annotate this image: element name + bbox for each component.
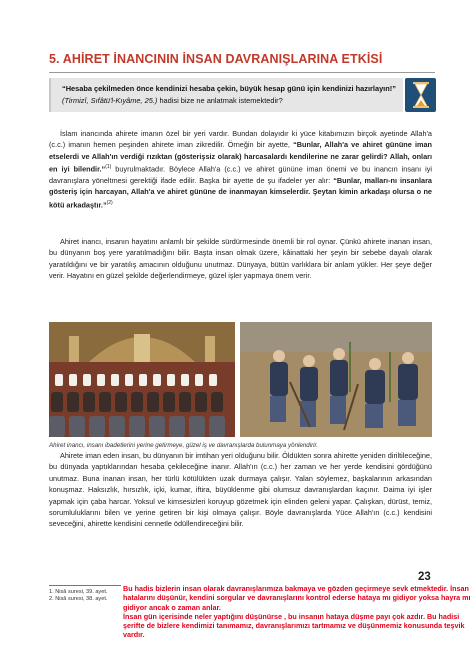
p1-verse-1: “Bunlar, Allah'a ve ahiret gününe iman etselerdi ve Allah'ın verdiği rızıktan (gösterişsiz olarak) harcasalardı kendilerine ne zarar gelirdi? Allah, onları en iyi bilendir.”	[49, 140, 432, 174]
annotation-line-2: İnsan gün içerisinde neler yaptığını düşünürse , bu insanın hataya düşme payı çok azdır. Bu hadisi şerifte de bizlere kendimizi tanımamız, davranışlarımızı tartmamız ve düşünmemiz konusunda teşvik vardır.	[123, 611, 465, 640]
p1-verse-2: “Bunlar, malları-nı insanlara gösteriş için harcayan, Allah'a ve ahiret gününe de inanmayan kimselerdir. Şeytan kimin arkadaşı olursa o ne kötü arkadaştır.”	[49, 176, 432, 210]
p1-middle: buyrulmaktadır. Böylece Allah'a (c.c.) ve ahiret gününe iman önemi ve bu inancın insanı iyi davranışlara yöneltmesi gerektiği ifade edilir. Başka bir ayette de şu ifadeler yer alır:	[49, 164, 432, 186]
heading-rule	[49, 72, 435, 73]
footnote-ref-2: (2)	[106, 199, 113, 206]
footnotes	[49, 589, 107, 604]
footnote-ref-1: (1)	[105, 164, 112, 171]
footnote-rule	[49, 585, 121, 586]
tree-planting-photo	[240, 322, 432, 437]
paragraph-3	[49, 450, 432, 530]
paragraph-2	[49, 236, 432, 282]
p2-text: Ahiret inancı, insanın hayatını anlamlı bir şekilde sürdürmesinde önemli bir rol oynar. Çünkü ahirete inanan insan, bu dünyanın boş yere yaratılmadığını bilir. Başta insan olmak üzere, kâinattaki her şeyin bir sebebe dayalı olarak yaratıldığını ve bir yaratılış amacının olduğunu unutmaz. Dünyaya, bütün varlıklara bir anlam yükler. Her şeye değer verir. Hayatını en güzel şekilde değerlendirmeye, güzel işler yapmaya önem verir.	[49, 237, 432, 281]
quote-text	[62, 83, 397, 107]
p1-intro: İslam inancında ahirete imanın özel bir yeri vardır. Bundan dolayıdır ki yüce kitabımızın birçok ayetinde Allah'a (c.c.) imanın hemen peşinden ahirete iman zikredilir. Örneğin bir ayette,	[49, 129, 432, 150]
footnote-1: 1. Nisâ suresi, 39. ayet.	[49, 589, 108, 595]
paragraph-1	[49, 128, 432, 211]
quote-question: hadisi bize ne anlatmak istemektedir?	[157, 96, 283, 105]
footnote-2: 2. Nisâ suresi, 38. ayet.	[49, 596, 108, 603]
annotation-line-1: Bu hadis bizlerin insan olarak davranışlarımıza bakmaya ve gözden geçirmeye sevk etmektedir. İnsan hatalarını düşünür, kendini sorgular ve davranışlarını kontrol ederse hataya mı gidiyor yoksa hayra mı gidiyor ancak o zaman anlar.	[123, 584, 471, 612]
quote-bold: “Hesaba çekilmeden önce kendinizi hesaba çekin, büyük hesap günü için kendinizi hazırlayın!”	[62, 84, 396, 93]
hourglass-icon	[405, 78, 436, 112]
page-number: 23	[418, 571, 431, 583]
section-heading: 5. AHİRET İNANCININ İNSAN DAVRANIŞLARINA ETKİSİ	[49, 52, 383, 66]
quote-source: (Tirmizî, Sıfâtü'l-Kıyâme, 25.)	[62, 96, 158, 105]
mosque-prayer-photo	[49, 322, 235, 437]
photo-caption: Ahiret inancı, insanı ibadetlerini yerine getirmeye, güzel iş ve davranışlarda bulunmaya yönlendirir.	[49, 442, 319, 449]
p3-text: Ahirete iman eden insan, bu dünyanın bir imtihan yeri olduğunu bilir. Öldükten sonra ahirette yeniden diriltileceğine, bu dünyada yaptıklarından hesaba çekileceğine inanır. Allah'ın (c.c.) her zaman ve her yerde kendisini gördüğünü unutmaz. Buna inanan insan, her türlü kötülükten uzak durmaya çalışır. Yalan söylemez, başkalarının arkasından konuşmaz. Haksızlık, hırsızlık, içki, kumar, iftira, büyüklenme gibi olumsuz davranışlardan kaçınır. Daima iyi işler yapmak için çaba harcar. Yoksul ve kimsesizleri koruyup gözetmek için elinden geleni yapar. Çalışkan, dürüst, temiz, sorumluluklarını bilen ve yerine getiren bir kişi olmaya çalışır. Böyle davranışlarda Yüce Allah'ın (c.c.) kendisini seveceğini, ahirette kendisini cennetle ödüllendireceğini bilir.	[49, 451, 432, 529]
handwritten-style-annotation	[123, 584, 473, 640]
